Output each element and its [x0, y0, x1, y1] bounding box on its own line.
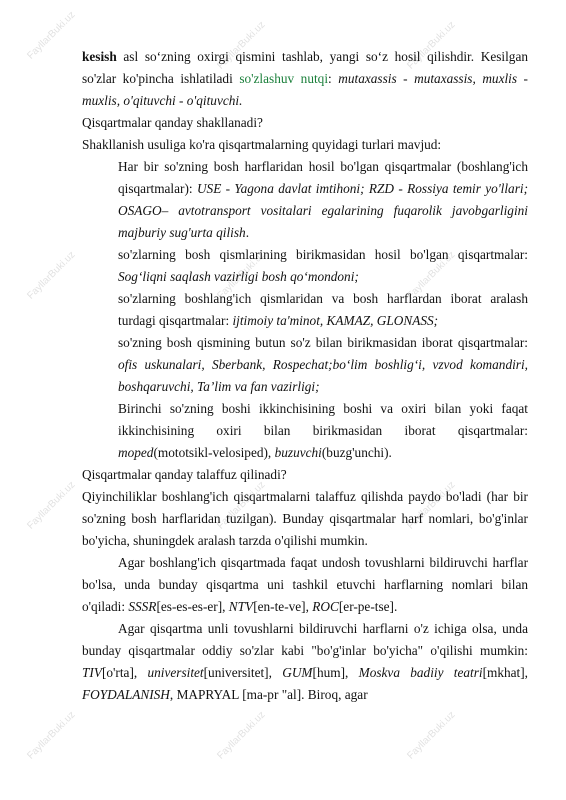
type-example-buzuvchi: buzuvchi	[274, 445, 322, 460]
type-examples: ofis uskunalari, Sberbank, Rospechat;bo‘lim boshlig‘i, vzvod komandiri, boshqaruvchi, Ta’lim va fan vazirligi;	[118, 357, 528, 394]
example-pron: [es-es-es-er],	[156, 599, 229, 614]
question-formation: Qisqartmalar qanday shakllanadi?	[82, 115, 263, 130]
colloquial-speech-link[interactable]: so'zlashuv nutqi	[239, 71, 329, 86]
example-abbr: NTV	[228, 599, 254, 614]
pronunciation-consonants	[82, 552, 528, 618]
type-item-mixed	[82, 288, 528, 332]
intro-colon: :	[328, 71, 339, 86]
example-pron: [mkhat],	[482, 665, 528, 680]
watermark: FayllarBuki.uz	[25, 9, 78, 62]
example-abbr: TIV	[82, 665, 102, 680]
pronunciation-intro: Qiyinchiliklar boshlang'ich qisqartmalarni talaffuz qilishda paydo bo'ladi (har bir so'zning bosh harflaridan tuzilgan). Bunday qisqartmalar harf nomlari, bo'g'inlar bo'yicha, shuningdek aralash tarzda o'qilishi mumkin.	[82, 489, 528, 548]
example-pron: [hum],	[312, 665, 359, 680]
watermark: FayllarBuki.uz	[25, 479, 78, 532]
para-text: Agar qisqartma unli tovushlarni bildiruvchi harflarni o'z ichiga olsa, unda bunday qisqartmalar oddiy so'zlar kabi "bo'g'inlar bo'yicha" o'qilishi mumkin:	[82, 621, 528, 658]
watermark: FayllarBuki.uz	[215, 19, 268, 72]
intro-term: kesish	[82, 49, 117, 64]
document-page	[82, 46, 528, 706]
watermark: FayllarBuki.uz	[405, 479, 458, 532]
question-pronunciation: Qisqartmalar qanday talaffuz qilinadi?	[82, 467, 287, 482]
type-tail: .	[245, 225, 250, 240]
watermark: FayllarBuki.uz	[405, 249, 458, 302]
example-abbr: Moskva badiiy teatri	[358, 665, 483, 680]
example-pron: [universitet],	[203, 665, 283, 680]
intro-text: asl so‘zning oxirgi qismini tashlab, yangi so‘z hosil qilishdir. Kesilgan so'zlar ko'pincha ishlatiladi	[82, 49, 528, 86]
type-example-moped: moped	[118, 445, 154, 460]
type-text: so'zning bosh qismining butun so'z bilan birikmasidan iborat qisqartmalar:	[118, 335, 528, 350]
example-abbr: universitet	[147, 665, 204, 680]
type-examples: Sog‘liqni saqlash vazirligi bosh qo‘mondoni;	[118, 269, 359, 284]
type-text: Birinchi so'zning boshi ikkinchisining boshi va oxiri bilan yoki faqat ikkinchisining oxiri bilan birikmasidan iborat qisqartmalar:	[118, 401, 528, 438]
example-pron: [en-te-ve],	[253, 599, 313, 614]
example-pron: [er-pe-tse].	[338, 599, 398, 614]
intro-examples: mutaxassis - mutaxassis, muxlis - muxlis, o'qituvchi - o'qituvchi.	[82, 71, 528, 108]
type-text: so'zlarning bosh qismlarining birikmasidan hosil bo'lgan qisqartmalar:	[118, 247, 528, 262]
type-examples: USE - Yagona davlat imtihoni; RZD - Rossiya temir yo'llari; OSAGO– avtotransport vositalari egalarining fuqarolik javobgarligini majburiy sug'urta qilish	[118, 181, 528, 240]
intro-paragraph	[82, 46, 528, 112]
type-example-note: (mototsikl-velosiped),	[153, 445, 275, 460]
example-abbr: GUM	[282, 665, 313, 680]
watermark: FayllarBuki.uz	[215, 709, 268, 762]
watermark: FayllarBuki.uz	[215, 249, 268, 302]
watermark: FayllarBuki.uz	[405, 19, 458, 72]
example-abbr: FOYDALANISH	[82, 687, 170, 702]
example-pron: , MAPRYAL [ma-pr "al]. Biroq, agar	[169, 687, 368, 702]
example-pron: [o'rta],	[101, 665, 148, 680]
para-text: Agar boshlang'ich qisqartmada faqat undosh tovushlarni bildiruvchi harflar bo'lsa, unda bunday qisqartma uni tashkil etuvchi harflarning nomlari bilan o'qiladi:	[82, 555, 528, 614]
type-item-part-with-word	[82, 332, 528, 398]
type-item-initial-parts	[82, 244, 528, 288]
type-item-beginning-end	[82, 398, 528, 464]
type-text: Har bir so'zning bosh harflaridan hosil bo'lgan qisqartmalar (boshlang'ich qisqartmalar):	[118, 159, 528, 196]
watermark: FayllarBuki.uz	[25, 709, 78, 762]
watermark: FayllarBuki.uz	[25, 249, 78, 302]
type-item-initials	[82, 156, 528, 244]
types-intro: Shakllanish usuliga ko'ra qisqartmalarning quyidagi turlari mavjud:	[82, 137, 442, 152]
pronunciation-vowels	[82, 618, 528, 706]
type-example-note: (buzg'unchi).	[321, 445, 392, 460]
type-examples: ijtimoiy ta'minot, KAMAZ, GLONASS;	[232, 313, 439, 328]
watermark: FayllarBuki.uz	[215, 479, 268, 532]
watermark: FayllarBuki.uz	[405, 709, 458, 762]
example-abbr: SSSR	[128, 599, 157, 614]
type-text: so'zlarning boshlang'ich qismlaridan va bosh harflardan iborat aralash turdagi qisqartmalar:	[118, 291, 528, 328]
example-abbr: ROC	[312, 599, 339, 614]
